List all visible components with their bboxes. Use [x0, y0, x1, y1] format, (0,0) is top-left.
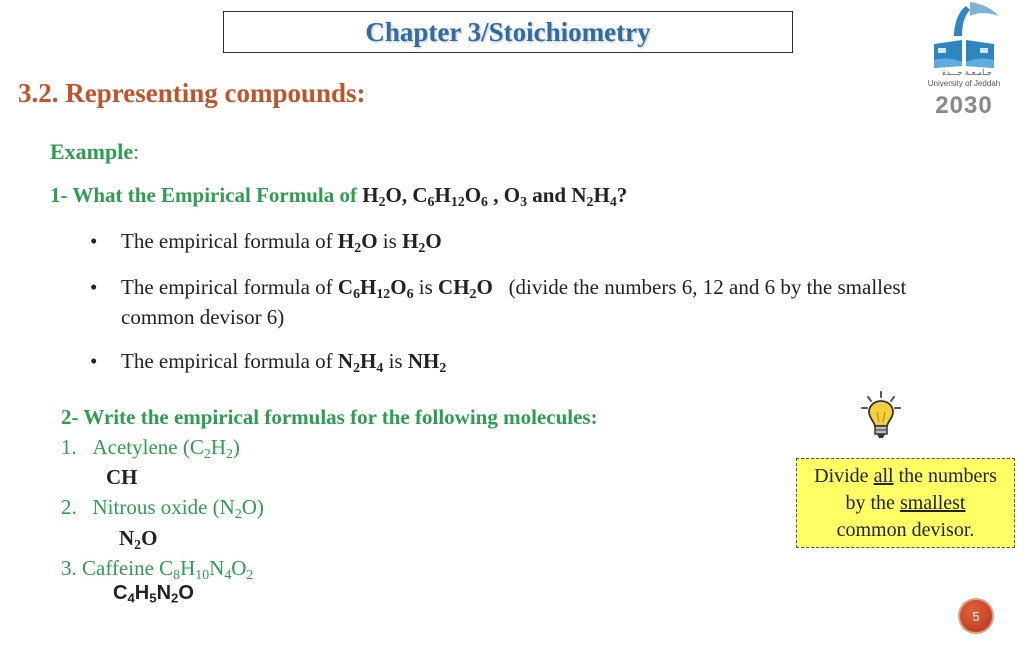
university-logo	[924, 0, 1004, 125]
tip-line-2: by the smallest	[845, 492, 966, 514]
bullet-item	[90, 226, 890, 256]
bullet-item	[90, 346, 890, 376]
section-heading: 3.2. Representing compounds:	[18, 78, 366, 108]
q1-tail: ?	[616, 183, 628, 207]
tip-line-1: Divide all the numbers	[814, 465, 997, 487]
molecule-item: 1. Acetylene $(C_2H_2)$	[61, 435, 240, 461]
bullet-text: The empirical formula of $N_2H_4$ is $NH_2$	[121, 349, 447, 375]
bullet-text: The empirical formula of $H_2O$ is $H_2O$	[121, 229, 442, 255]
molecule-item: 3. Caffeine $C_8H_{10}N_4O_2$	[61, 556, 254, 582]
bullet-item	[90, 272, 960, 332]
molecule-answer: $C_4H_5N_2O$	[113, 582, 194, 606]
example-text: Example	[50, 139, 134, 164]
logo-english: University of Jeddah	[927, 79, 1001, 88]
tip-box	[796, 458, 1015, 548]
lightbulb-icon	[860, 390, 902, 442]
molecule-answer: CH	[106, 465, 138, 489]
bullet-dot: •	[90, 349, 98, 373]
logo-vision: 2030	[935, 92, 993, 119]
question-1	[50, 183, 627, 208]
example-label	[50, 139, 139, 165]
bullet-dot: •	[90, 275, 98, 299]
molecule-answer: $N_2O$	[119, 526, 158, 552]
q1-prefix: 1- What the Empirical Formula of	[50, 183, 363, 207]
question-2: 2- Write the empirical formulas for the following molecules:	[61, 405, 598, 429]
title-box	[223, 11, 793, 53]
page-number: 5	[958, 598, 994, 634]
page-title: Chapter 3/Stoichiometry	[365, 16, 651, 47]
q1-formulas: $H_2O$, $C_6H_{12}O_6$ , $O_3$ and $N_2H_4$	[362, 183, 617, 209]
molecule-item: 2. Nitrous oxide $(N_2O)$	[61, 495, 264, 521]
logo-arabic: جـامـعـة جـــدة	[942, 68, 992, 77]
bullet-dot: •	[90, 229, 98, 253]
tip-line-3: common devisor.	[836, 519, 975, 541]
example-colon: :	[133, 139, 140, 164]
bullet-text: The empirical formula of $C_6H_{12}O_6$ is $CH_2O$ (divide the numbers 6, 12 and 6 by the smallest common devisor 6)	[121, 275, 907, 329]
